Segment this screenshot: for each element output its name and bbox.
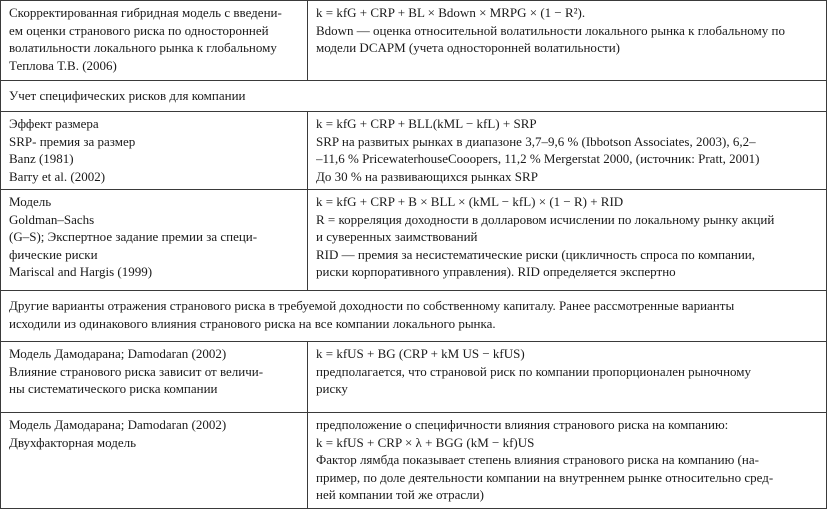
section-heading-text: Другие варианты отражения странового риска в требуемой доходности по собственному капиталу. Ранее рассмотренные варианты — [9, 298, 735, 313]
section-row — [1, 291, 827, 342]
formula-cell — [308, 413, 827, 509]
model-name-line: ем оценки странового риска по односторонней — [9, 22, 269, 38]
model-name-line: Скорректированная гибридная модель с введени- — [9, 5, 282, 20]
formula-description: SRP на развитых рынках в диапазоне 3,7–9,6 % (Ibbotson Associates, 2003), 6,2– — [316, 133, 756, 149]
model-author-line: Barry et al. (2002) — [9, 168, 106, 184]
section-row — [1, 81, 827, 112]
model-cell — [1, 190, 308, 291]
formula: k = kfG + CRP + B × BLL × (kML − kfL) × (1 − R) + RID — [316, 194, 624, 209]
model-cell — [1, 1, 308, 81]
formula-description: риску — [316, 381, 348, 396]
model-name-line: SRP- премия за размер — [9, 133, 136, 149]
model-name-line: волатильности локального рынка к глобальному — [9, 40, 277, 55]
model-author-line: Mariscal and Hargis (1999) — [9, 264, 153, 279]
model-name-line: Модель — [9, 194, 52, 209]
model-author-line: Теплова Т.В. (2006) — [9, 57, 117, 73]
formula-description: риски корпоративного управления). RID определяется экспертно — [316, 264, 676, 279]
formula-description: модели DCAPM (учета односторонней волатильности) — [316, 40, 620, 55]
formula-description: ней компании той же отрасли) — [316, 487, 484, 502]
model-name-line: Двухфакторная модель — [9, 434, 137, 450]
table-row — [1, 112, 827, 190]
formula-description: До 30 % на развивающихся рынках SRP — [316, 168, 538, 184]
model-name-line: фические риски — [9, 246, 98, 262]
formula-intro: предположение о специфичности влияния странового риска на компанию: — [316, 417, 729, 432]
formula-description: и суверенных заимствований — [316, 229, 478, 244]
formula-cell — [308, 342, 827, 413]
table-row — [1, 413, 827, 509]
model-cell — [1, 413, 308, 509]
model-author-line: Модель Дамодарана; Damodaran (2002) — [9, 346, 227, 361]
model-name-line: Влияние странового риска зависит от величи- — [9, 363, 264, 379]
table-row — [1, 1, 827, 81]
section-heading — [1, 291, 827, 342]
table-row — [1, 190, 827, 291]
model-name-line: Goldman–Sachs — [9, 211, 95, 227]
model-name-line: ны систематического риска компании — [9, 381, 218, 396]
formula-description: R = корреляция доходности в долларовом исчислении по локальному рынку акций — [316, 211, 775, 227]
model-author-line: Модель Дамодарана; Damodaran (2002) — [9, 417, 227, 432]
section-heading-text: Учет специфических рисков для компании — [9, 88, 246, 103]
formula-description: Bdown — оценка относительной волатильности локального рынка к глобальному по — [316, 22, 785, 38]
formula-cell — [308, 1, 827, 81]
formula: k = kfUS + CRP × λ + BGG (kM − kf)US — [316, 434, 535, 450]
formula: k = kfG + CRP + BLL(kML − kfL) + SRP — [316, 116, 537, 131]
model-name-line: (G–S); Экспертное задание премии за специ- — [9, 229, 258, 244]
section-heading-text: исходили из одинакового влияния странового риска на все компании локального рынка. — [9, 315, 496, 331]
formula-description: пример, по доле деятельности компании на внутреннем рынке относительно сред- — [316, 469, 774, 485]
model-author-line: Banz (1981) — [9, 151, 74, 166]
model-cell — [1, 342, 308, 413]
formula-cell — [308, 112, 827, 190]
formula: k = kfUS + BG (CRP + kM US − kfUS) — [316, 346, 525, 361]
model-name-line: Эффект размера — [9, 116, 99, 131]
formula-description: предполагается, что страновой риск по компании пропорционален рыночному — [316, 363, 752, 379]
formula-description: Фактор лямбда показывает степень влияния странового риска на компанию (на- — [316, 452, 759, 467]
formula-description: RID — премия за несистематические риски (цикличность спроса по компании, — [316, 246, 755, 262]
formula-cell — [308, 190, 827, 291]
section-heading — [1, 81, 827, 112]
formula-description: –11,6 % PricewaterhouseCooopers, 11,2 % Mergerstat 2000, (источник: Pratt, 2001) — [316, 151, 760, 166]
model-cell — [1, 112, 308, 190]
formula: k = kfG + CRP + BL × Bdown × MRPG × (1 − R²). — [316, 5, 586, 20]
table-row — [1, 342, 827, 413]
